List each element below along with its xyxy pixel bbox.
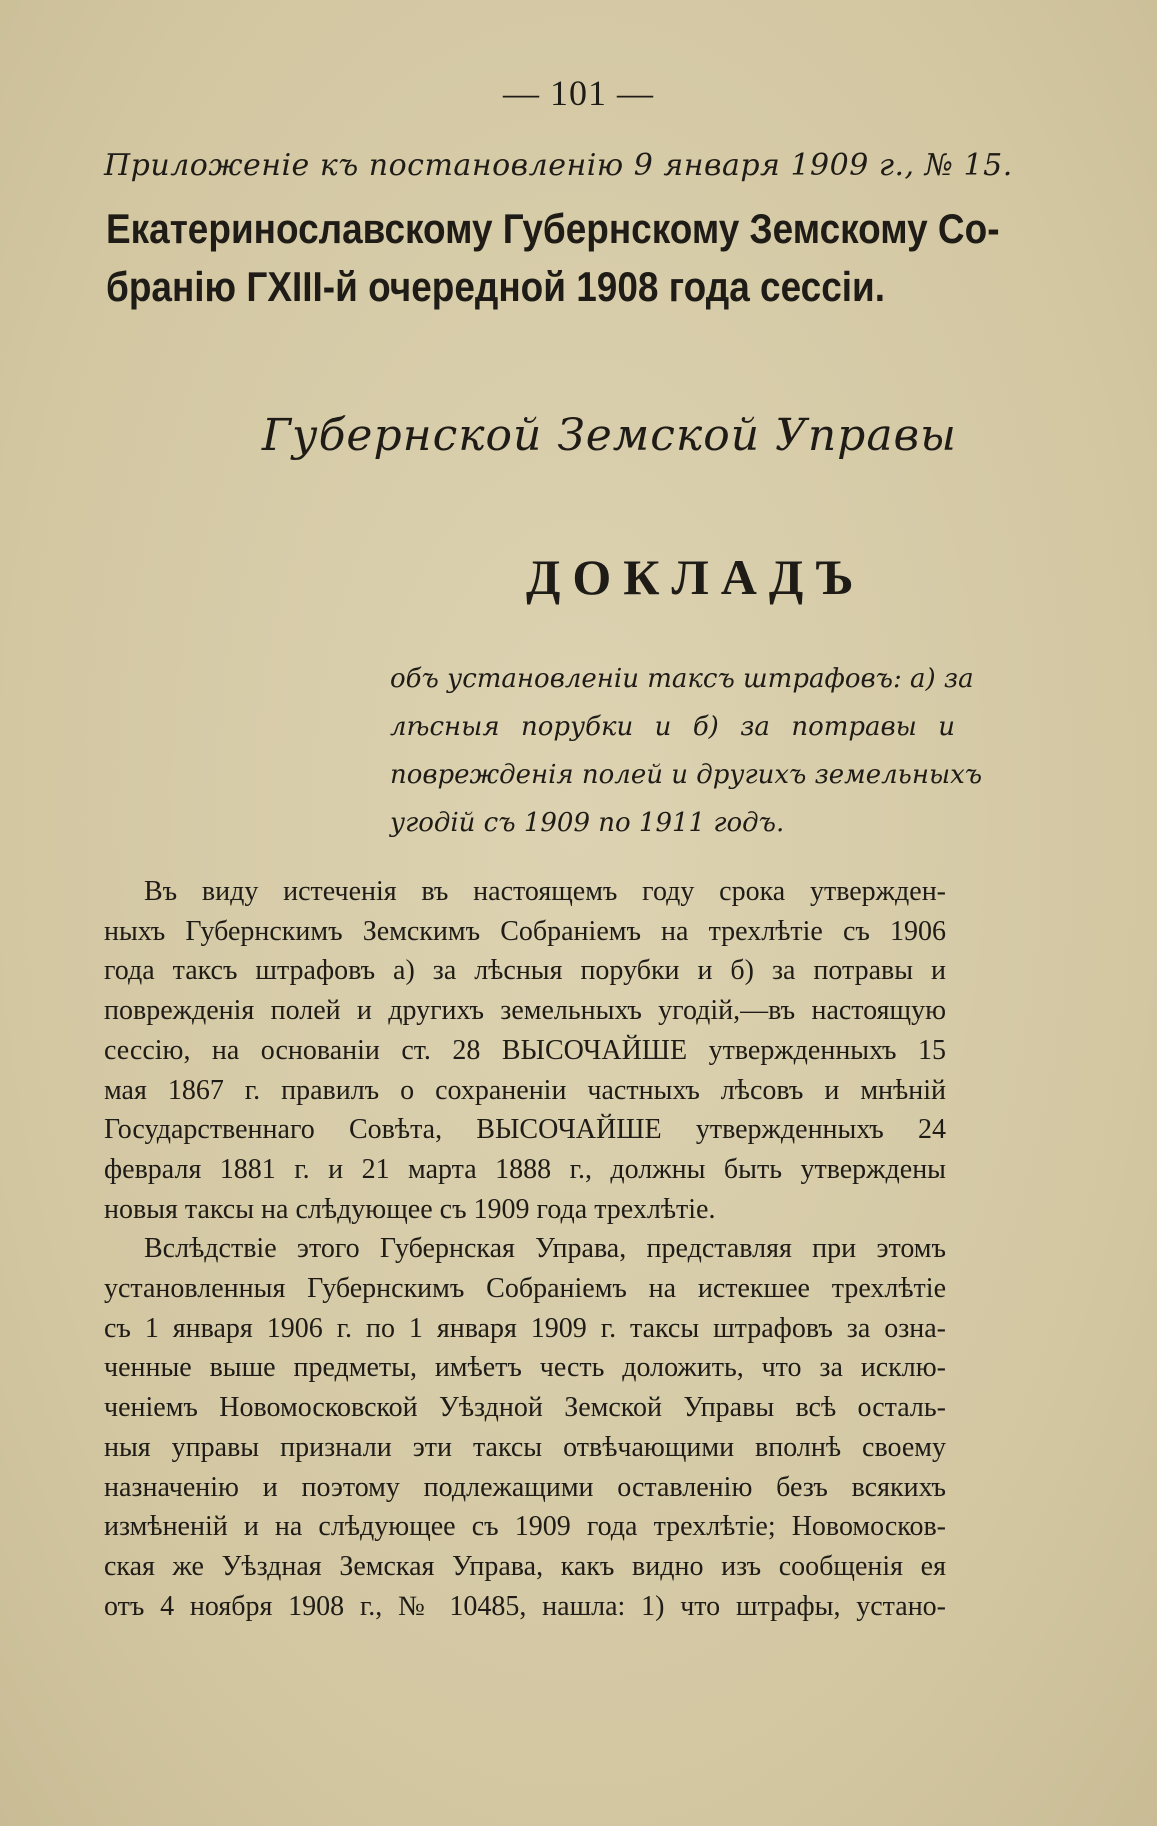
appendix-note: Приложеніе къ постановленію 9 января 1909 г., № 15. — [104, 148, 1013, 183]
document-title: ДОКЛАДЪ — [526, 549, 866, 605]
body-line: мая 1867 г. правилъ о сохраненіи частныхъ лѣсовъ и мнѣній — [104, 1074, 946, 1106]
body-line: сессію, на основаніи ст. 28 ВЫСОЧАЙШЕ утвержденныхъ 15 — [104, 1034, 946, 1066]
body-line: съ 1 января 1906 г. по 1 января 1909 г. таксы штрафовъ за озна- — [104, 1312, 946, 1344]
body-line: ныя управы признали эти таксы отвѣчающими вполнѣ своему — [104, 1431, 946, 1463]
subject-line: объ установленіи таксъ штрафовъ: а) за — [390, 664, 974, 694]
subject-line: угодій съ 1909 по 1911 годъ. — [390, 808, 785, 838]
body-text — [104, 872, 946, 1626]
body-line: отъ 4 ноября 1908 г., № 10485, нашла: 1) что штрафы, устано- — [104, 1590, 946, 1622]
body-line: Государственнаго Совѣта, ВЫСОЧАЙШЕ утвержденныхъ 24 — [104, 1114, 946, 1146]
recipient-line-1: Екатеринославскому Губернскому Земскому Со- — [106, 205, 1000, 252]
body-line: ская же Уѣздная Земская Управа, какъ видно изъ сообщенія ея — [104, 1550, 946, 1582]
subject-line: лѣсныя порубки и б) за потравы и — [390, 712, 955, 742]
body-line: назначенію и поэтому подлежащими оставленію безъ всякихъ — [104, 1471, 946, 1503]
body-line: ченные выше предметы, имѣетъ честь доложить, что за исклю- — [104, 1352, 946, 1384]
recipient-heading — [106, 200, 1000, 316]
body-line: ныхъ Губернскимъ Земскимъ Собраніемъ на трехлѣтіе съ 1906 — [104, 915, 946, 947]
body-line: установленныя Губернскимъ Собраніемъ на истекшее трехлѣтіе — [104, 1273, 946, 1305]
body-line: февраля 1881 г. и 21 марта 1888 г., должны быть утверждены — [104, 1153, 946, 1185]
body-line: ченіемъ Новомосковской Уѣздной Земской Управы всѣ осталь- — [104, 1392, 946, 1424]
page-number: — 101 — — [503, 73, 654, 113]
body-line: поврежденія полей и другихъ земельныхъ угодій,—въ настоящую — [104, 995, 946, 1027]
body-line: измѣненій и на слѣдующее съ 1909 года трехлѣтіе; Новомосков- — [104, 1511, 946, 1543]
recipient-line-2: бранію ГХIII-й очередной 1908 года сессіи. — [106, 263, 886, 310]
body-line: года таксъ штрафовъ а) за лѣсныя порубки и б) за потравы и — [104, 955, 946, 987]
body-line: Въ виду истеченія въ настоящемъ году срока утвержден- — [144, 876, 946, 907]
subject-line: поврежденія полей и другихъ земельныхъ — [390, 760, 983, 790]
body-line: новыя таксы на слѣдующее съ 1909 года трехлѣтіе. — [104, 1193, 716, 1225]
issuer-heading: Губернской Земской Управы — [261, 410, 957, 461]
body-line: Вслѣдствіе этого Губернская Управа, представляя при этомъ — [144, 1233, 946, 1265]
report-subject — [390, 655, 983, 847]
